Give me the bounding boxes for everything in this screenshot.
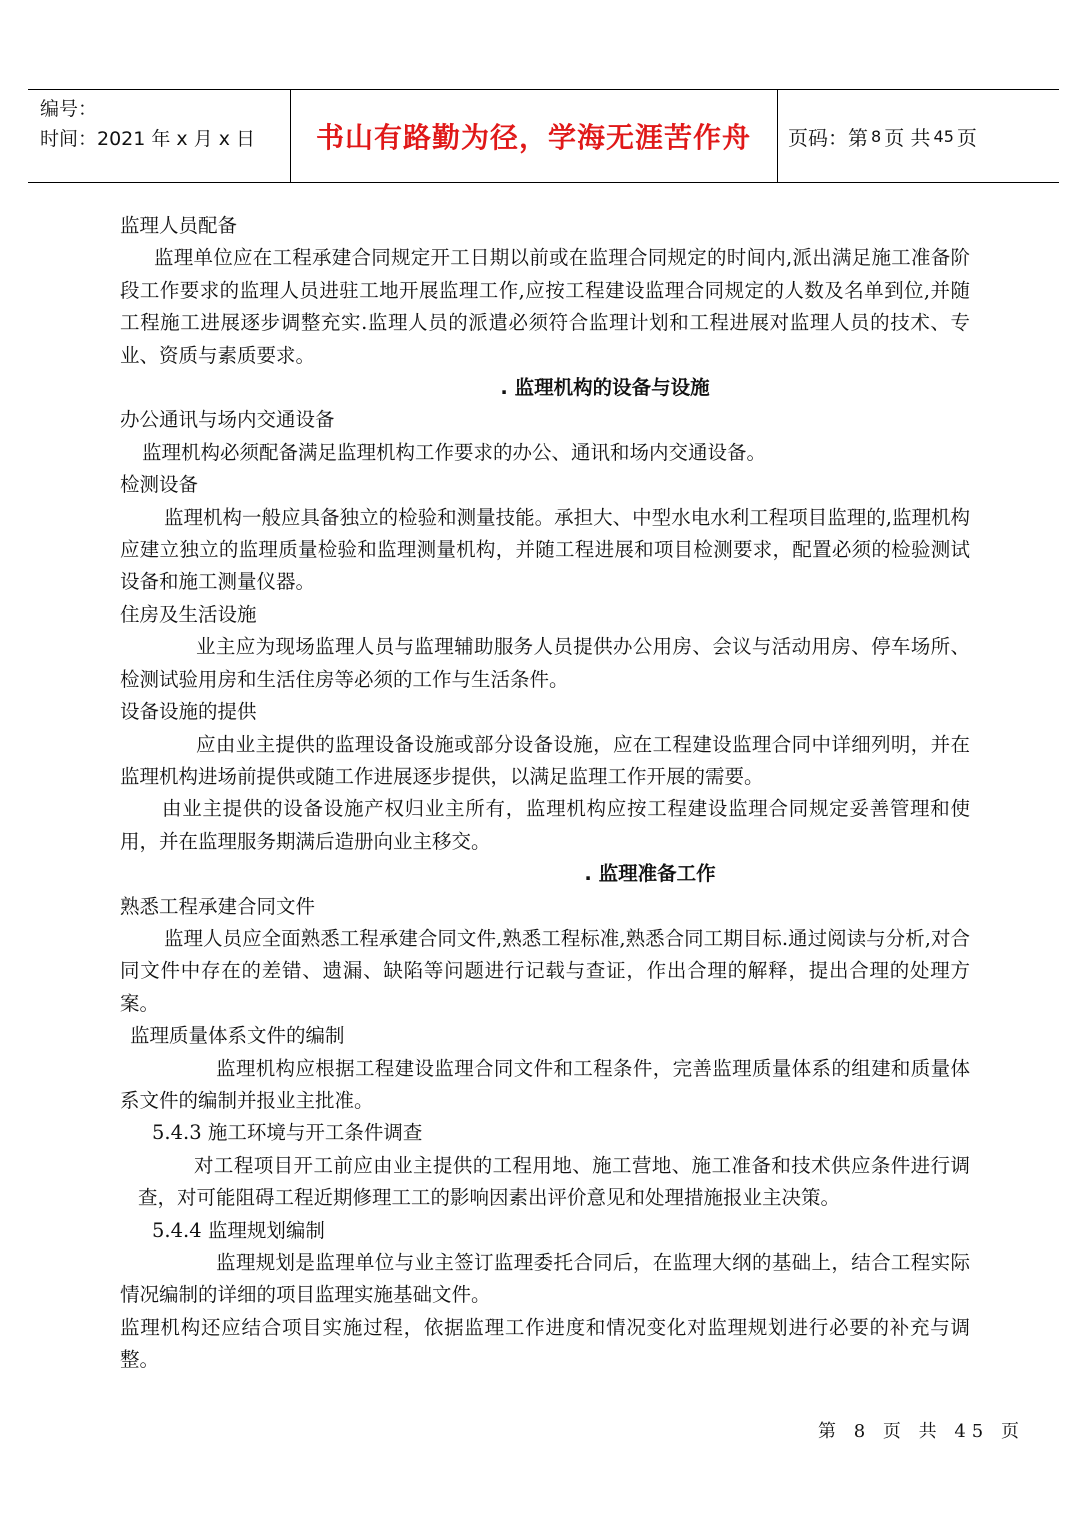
document-body [120,210,970,1377]
heading-testing-equipment: 检测设备 [120,473,199,497]
page-footer: 第 8 页 共 45 页 [818,1421,1025,1442]
header-page-indicator [788,90,977,182]
paragraph-contract-docs: 监理人员应全面熟悉工程承建合同文件,熟悉工程标准,熟悉合同工期目标.通过阅读与分析,对合同文件中存在的差错、遗漏、缺陷等问题进行记载与查证，作出合理的解释，提出合理的处理方案。 [120,926,970,1015]
paragraph-office-equipment: 监理机构必须配备满足监理机构工作要求的办公、通讯和场内交通设备。 [142,440,767,464]
page-header [28,89,1059,183]
paragraph-housing: 业主应为现场监理人员与监理辅助服务人员提供办公用房、会议与活动用房、停车场所、检测试验用房和生活住房等必须的工作与生活条件。 [120,635,970,691]
page-label: 页码：第 [788,125,868,150]
page-number: 8 [871,126,882,146]
header-divider [777,90,778,182]
paragraph-planning-1: 监理规划是监理单位与业主签订监理委托合同后，在监理大纲的基础上，结合工程实际情况编制的详细的项目监理实施基础文件。 [120,1251,970,1307]
paragraph-supply-2: 由业主提供的设备设施产权归业主所有，监理机构应按工程建设监理合同规定妥善管理和使用，并在监理服务期满后造册向业主移交。 [120,797,970,853]
heading-quality-system: 监理质量体系文件的编制 [130,1024,345,1048]
heading-supply: 设备设施的提供 [120,700,257,724]
page-end-label: 页 [956,125,977,150]
header-date: 时间：2021 年 x 月 x 日 [40,128,256,150]
paragraph-testing-equipment: 监理机构一般应具备独立的检验和测量技能。承担大、中型水电水利工程项目监理的,监理机构应建立独立的监理质量检验和监理测量机构，并随工程进展和项目检测要求，配置必须的检验测试设备和施工测量仪器。 [120,505,970,594]
serial-number-label: 编号： [40,98,98,120]
heading-environment-survey: 5.4.3 施工环境与开工条件调查 [152,1121,423,1145]
heading-office-equipment: 办公通讯与场内交通设备 [120,408,335,432]
header-motto: 书山有路勤为径，学海无涯苦作舟 [315,121,751,154]
section-title-equipment: . 监理机构的设备与设施 [500,376,710,400]
heading-staff: 监理人员配备 [120,214,238,237]
section-title-preparation: . 监理准备工作 [584,862,716,886]
page-total: 45 [933,126,954,146]
heading-contract-docs: 熟悉工程承建合同文件 [120,894,316,918]
heading-housing: 住房及生活设施 [120,602,257,626]
page-mid-label: 页 共 [884,125,931,150]
paragraph-environment-survey: 对工程项目开工前应由业主提供的工程用地、施工营地、施工准备和技术供应条件进行调查，对可能阻碍工程近期修理工工的影响因素出评价意见和处理措施报业主决策。 [138,1153,970,1210]
header-info [40,94,290,154]
heading-planning: 5.4.4 监理规划编制 [152,1218,325,1242]
paragraph-supply-1: 应由业主提供的监理设备设施或部分设备设施，应在工程建设监理合同中详细列明，并在监理机构进场前提供或随工作进展逐步提供，以满足监理工作开展的需要。 [120,732,970,788]
paragraph-quality-system: 监理机构应根据工程建设监理合同文件和工程条件，完善监理质量体系的组建和质量体系文件的编制并报业主批准。 [120,1056,970,1112]
paragraph-staff: 监理单位应在工程承建合同规定开工日期以前或在监理合同规定的时间内,派出满足施工准备阶段工作要求的监理人员进驻工地开展监理工作,应按工程建设监理合同规定的人数及名单到位,并随工程施工进展逐步调整充实.监理人员的派遣必须符合监理计划和工程进展对监理人员的技术、专业、资质与素质要求。 [120,246,970,367]
paragraph-planning-2: 监理机构还应结合项目实施过程，依据监理工作进度和情况变化对监理规划进行必要的补充与调整。 [120,1315,970,1372]
